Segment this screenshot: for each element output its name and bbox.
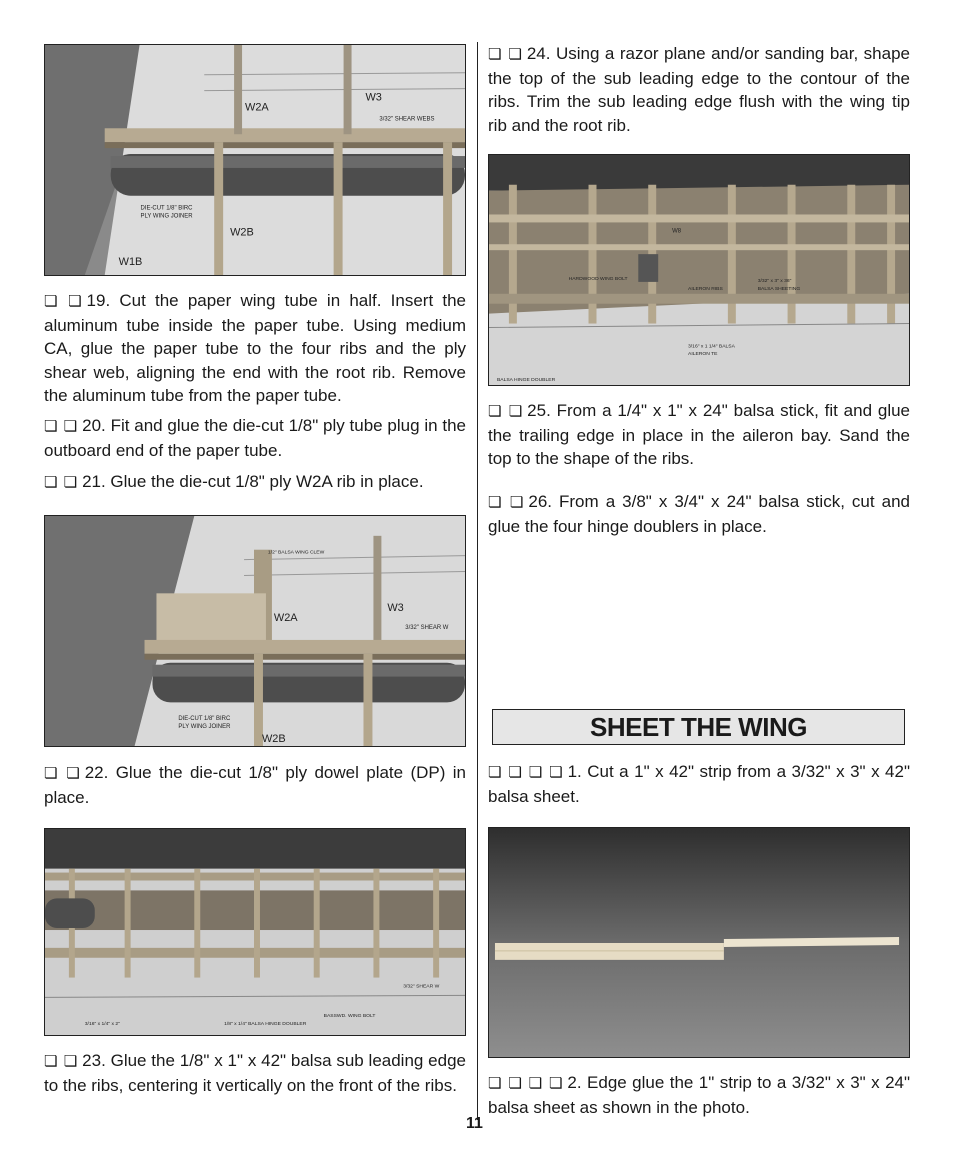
checkbox-icons[interactable]: ❏ ❏ (488, 494, 525, 511)
step-text: 21. Glue the die-cut 1/8" ply W2A rib in place. (82, 472, 424, 491)
checkbox-icons[interactable]: ❏ ❏ (44, 418, 79, 435)
step-text: 25. From a 1/4" x 1" x 24" balsa stick, fit and glue the trailing edge in place in the aileron bay. Sand the top to the shape of the ribs. (488, 401, 911, 468)
photo-label: 3/16" x 1 1/4" BALSA (688, 344, 735, 350)
sheet-step-2 (488, 1071, 910, 1119)
checkbox-icons[interactable]: ❏ ❏ (44, 293, 83, 310)
photo-label: BASSWD. WING BOLT (323, 1014, 376, 1020)
step-22 (44, 761, 466, 809)
step-text: 19. Cut the paper wing tube in half. Insert the aluminum tube inside the paper tube. Using medium CA, glue the paper tube to the four ribs and the ply shear web, aligning the end with the root rib. Remove the aluminum tube from the paper tube. (44, 291, 466, 405)
photo-balsa-strip (488, 827, 910, 1058)
step-text: 22. Glue the die-cut 1/8" ply dowel plate (DP) in place. (44, 763, 466, 807)
checkbox-icons[interactable]: ❏ ❏ (488, 46, 523, 63)
step-26 (488, 490, 910, 538)
photo-label: W2A (245, 101, 269, 114)
step-20 (44, 414, 466, 462)
photo-label: W3 (387, 602, 404, 615)
photo-label: W2B (230, 226, 254, 239)
photo-label: 3/32" SHEAR WEBS (379, 116, 435, 123)
checkbox-icons[interactable]: ❏ ❏ (488, 403, 524, 420)
step-25 (488, 399, 910, 471)
photo-label: 3/16" x 1/4" x 2" (84, 1022, 120, 1028)
photo-label: BALSA SHEETING (757, 286, 801, 292)
sheet-step-1 (488, 760, 910, 808)
step-text: 26. From a 3/8" x 3/4" x 24" balsa stick, cut and glue the four hinge doublers in place. (488, 492, 910, 536)
checkbox-icons[interactable]: ❏ ❏ (44, 1053, 79, 1070)
photo-label: W8 (672, 228, 682, 235)
photo-wing-frame (488, 154, 910, 386)
photo-label: W1B (118, 256, 143, 269)
photo-label: BALSA HINGE DOUBLER (496, 378, 556, 384)
photo-label: HARDWOOD WING BOLT (568, 276, 628, 282)
photo-wing-tube-ribs (44, 44, 466, 276)
checkbox-icons[interactable]: ❏ ❏ (44, 765, 81, 782)
photo-label: 1/8" x 1/4" BALSA HINGE DOUBLER (224, 1022, 307, 1028)
photo-label: 3/32" SHEAR W (405, 625, 449, 632)
photo-label: 1/2" BALSA WING CLEW (267, 550, 325, 556)
step-19 (44, 289, 466, 408)
step-text: 1. Cut a 1" x 42" strip from a 3/32" x 3" x 42" balsa sheet. (488, 762, 911, 806)
step-21 (44, 470, 466, 495)
photo-label: 3/32" x 3" x 36" (757, 278, 792, 284)
section-title: SHEET THE WING (492, 709, 905, 745)
photo-label: W3 (365, 91, 382, 104)
photo-label: DIE-CUT 1/8" BIRC (140, 205, 193, 212)
photo-label: DIE-CUT 1/8" BIRC (178, 716, 231, 723)
photo-label: W2B (261, 733, 286, 746)
photo-label: W2A (273, 612, 298, 625)
page-number: 11 (466, 1115, 483, 1132)
photo-sub-leading-edge (44, 828, 466, 1036)
photo-label: PLY WING JOINER (178, 724, 231, 731)
step-23 (44, 1049, 466, 1097)
step-text: 24. Using a razor plane and/or sanding bar, shape the top of the sub leading edge to the contour of the ribs. Trim the sub leading edge flush with the wing tip rib and the root rib. (488, 44, 910, 135)
photo-label: AILERON TE (688, 352, 718, 358)
photo-label: AILERON RIBS (688, 286, 723, 292)
photo-w2a-rib (44, 515, 466, 747)
column-divider (477, 42, 478, 1120)
step-text: 20. Fit and glue the die-cut 1/8" ply tube plug in the outboard end of the paper tube. (44, 416, 467, 460)
step-text: 23. Glue the 1/8" x 1" x 42" balsa sub leading edge to the ribs, centering it vertically on the front of the ribs. (44, 1051, 466, 1095)
photo-label: PLY WING JOINER (140, 213, 193, 220)
checkbox-icons[interactable]: ❏ ❏ (44, 474, 79, 491)
checkbox-icons[interactable]: ❏ ❏ ❏ ❏ (488, 1075, 564, 1092)
photo-label: 3/32" SHEAR W (403, 984, 440, 990)
checkbox-icons[interactable]: ❏ ❏ ❏ ❏ (488, 764, 564, 781)
step-text: 2. Edge glue the 1" strip to a 3/32" x 3" x 24" balsa sheet as shown in the photo. (488, 1073, 911, 1117)
step-24 (488, 42, 910, 137)
